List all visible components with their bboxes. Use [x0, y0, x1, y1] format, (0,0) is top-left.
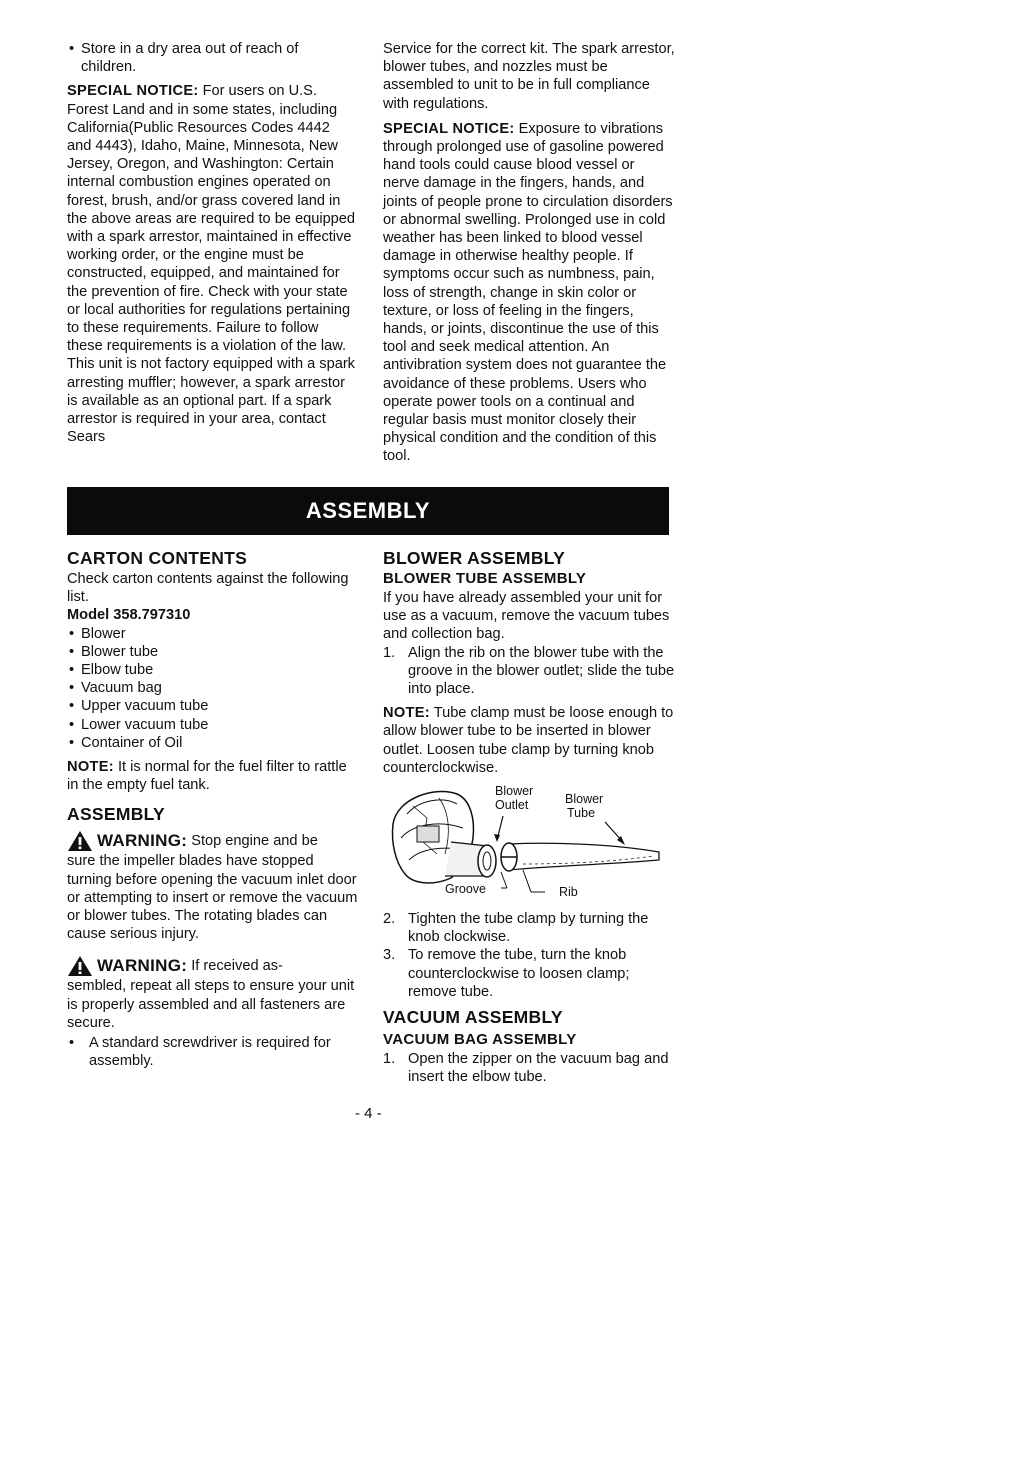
assembly-heading: ASSEMBLY	[67, 804, 166, 825]
warning-impeller	[67, 830, 359, 943]
blower-tube-label	[565, 792, 603, 820]
special-notice-spark-arrestor	[67, 82, 357, 446]
step-number: 2.	[383, 911, 396, 928]
step-number: 1.	[383, 1051, 396, 1068]
groove-label: Groove	[445, 882, 486, 897]
list-item	[383, 946, 675, 1001]
blower-steps-part2	[383, 910, 675, 1001]
warning-line	[67, 830, 359, 852]
list-item: • Lower vacuum tube	[67, 716, 359, 734]
label-line: Tube	[567, 806, 596, 821]
special-notice-label: SPECIAL NOTICE:	[383, 120, 515, 137]
step-text: Open the zipper on the vacuum bag and insert the elbow tube.	[408, 1051, 669, 1086]
list-item: • Elbow tube	[67, 661, 359, 679]
section-banner	[67, 487, 669, 535]
list-item	[383, 1050, 675, 1086]
bottom-left-column	[67, 548, 359, 1076]
top-right-column	[383, 40, 675, 473]
tube-clamp-note	[383, 704, 675, 777]
warning-triangle-icon	[67, 955, 93, 977]
step-number: 3.	[383, 947, 396, 964]
note-label: NOTE:	[383, 705, 430, 722]
continued-paragraph: Service for the correct kit. The spark arrestor, blower tubes, and nozzles must be assembled to unit to be in full compliance with regulations.	[383, 41, 675, 112]
warning-assembled	[67, 955, 359, 1032]
carton-items-list	[67, 625, 359, 752]
list-item: • Vacuum bag	[67, 679, 359, 697]
label-line: Outlet	[495, 798, 529, 813]
vacuum-assembly-heading: VACUUM ASSEMBLY	[383, 1007, 563, 1028]
note-text: It is normal for the fuel filter to rattle in the empty fuel tank.	[67, 759, 347, 794]
warning-label: WARNING:	[97, 956, 188, 976]
warning-line	[67, 955, 359, 977]
warning-text-rest: sembled, repeat all steps to ensure your unit is properly assembled and all fasteners are secure.	[67, 978, 355, 1031]
vacuum-steps	[383, 1050, 675, 1086]
special-notice-text: Exposure to vibrations through prolonged use of gasoline powered hand tools could cause blood vessel or nerve damage in the fingers, hands, and joints of people prone to circulation disorders or abnormal swelling. Prolonged use in cold weather has been linked to blood vessel damage in otherwise healthy people. If symptoms occur such as numbness, pain, loss of strength, change in skin color or texture, or loss of feeling in the fingers, hands, or joints, discontinue the use of this tool and seek medical attention. An antivibration system does not guarantee the avoidance of these problems. Users who operate power tools on a continual and regular basis must monitor closely their physical condition and the condition of this tool.	[383, 120, 673, 465]
list-item: • Container of Oil	[67, 734, 359, 752]
banner-title: ASSEMBLY	[305, 498, 431, 523]
note-label: NOTE:	[67, 759, 114, 776]
list-item	[383, 910, 675, 946]
top-left-column	[67, 40, 357, 453]
carton-contents-heading: CARTON CONTENTS	[67, 548, 248, 568]
rib-label: Rib	[559, 885, 578, 900]
storage-bullet-list	[67, 40, 357, 76]
list-item	[383, 644, 675, 699]
screwdriver-bullet-list	[67, 1034, 359, 1070]
warning-triangle-icon	[67, 830, 93, 852]
blower-tube-figure	[383, 784, 675, 904]
special-notice-label: SPECIAL NOTICE:	[67, 83, 199, 100]
special-notice-vibration	[383, 120, 675, 466]
step-text: Align the rib on the blower tube with the groove in the blower outlet; slide the tube into place.	[408, 644, 675, 698]
list-item: • Blower tube	[67, 643, 359, 661]
step-text: Tighten the tube clamp by turning the knob clockwise.	[408, 911, 649, 946]
list-item: • Blower	[67, 625, 359, 643]
vacuum-bag-assembly-subheading: VACUUM BAG ASSEMBLY	[383, 1031, 577, 1049]
page-number: - 4 -	[355, 1105, 382, 1122]
blower-steps-part1	[383, 644, 675, 699]
carton-intro: Check carton contents against the following list.	[67, 571, 349, 606]
label-line: Blower	[565, 792, 604, 807]
model-number: Model 358.797310	[67, 607, 191, 624]
step-text: To remove the tube, turn the knob counterclockwise to loosen clamp; remove tube.	[408, 947, 630, 1000]
blower-outlet-label	[495, 784, 533, 812]
warning-text-first: Stop engine and be	[191, 833, 318, 850]
list-item: • Upper vacuum tube	[67, 697, 359, 715]
bottom-right-column	[383, 548, 675, 1092]
warning-text-first: If received as-	[191, 958, 283, 975]
list-item: • Store in a dry area out of reach of children.	[67, 40, 357, 76]
blower-tube-assembly-subheading: BLOWER TUBE ASSEMBLY	[383, 570, 587, 587]
fuel-filter-note	[67, 758, 359, 794]
blower-intro: If you have already assembled your unit for use as a vacuum, remove the vacuum tubes and collection bag.	[383, 590, 670, 643]
warning-label: WARNING:	[97, 831, 188, 851]
list-item: • A standard screwdriver is required for assembly.	[67, 1034, 359, 1070]
label-line: Blower	[495, 784, 534, 799]
warning-text-rest: sure the impeller blades have stopped turning before opening the vacuum inlet door or attempting to insert or remove the vacuum or blower tubes. The rotating blades can cause serious injury.	[67, 853, 358, 943]
blower-assembly-heading: BLOWER ASSEMBLY	[383, 548, 566, 568]
step-number: 1.	[383, 644, 396, 661]
special-notice-text: For users on U.S. Forest Land and in some states, including California(Public Resources Codes 4442 and 4443), Idaho, Maine, Minnesota, New Jersey, Oregon, and Washington: Certain internal combustion engines operated on forest, brush, and/or grass covered land in the above areas are required to be equipped with a spark arrestor, maintained in effective working order, or the engine must be constructed, equipped, and maintained for the prevention of fire. Check with your state or local authorities for regulations pertaining to these requirements. Failure to follow these requirements is a violation of the law. This unit is not factory equipped with a spark arresting muffler; however, a spark arrestor is available as an optional part. If a spark arrestor is required in your area, contact Sears	[67, 83, 356, 446]
note-text: Tube clamp must be loose enough to allow blower tube to be inserted in blower outlet. Loosen tube clamp by turning knob counterclockwise.	[383, 705, 674, 776]
